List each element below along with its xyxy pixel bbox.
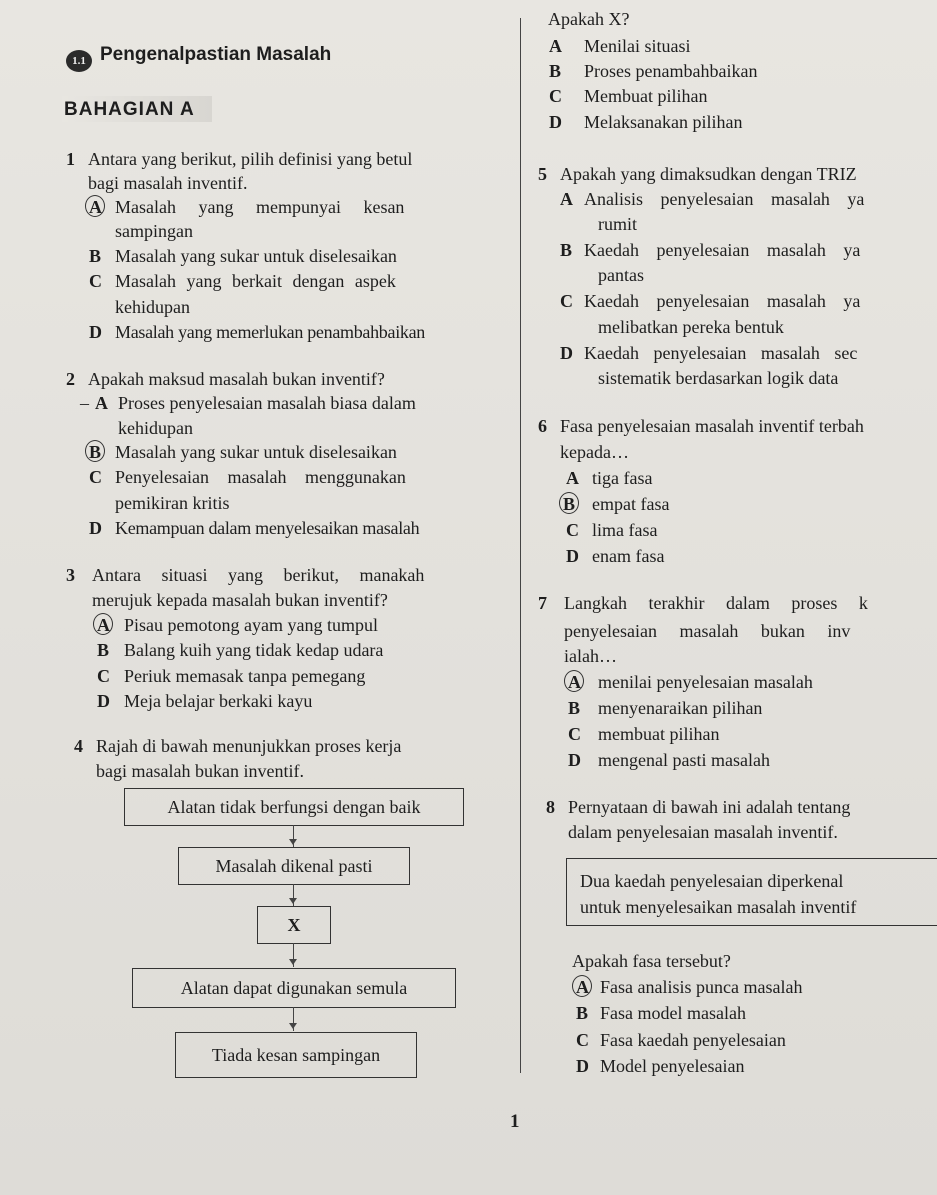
q1-stem-line1: Antara yang berikut, pilih definisi yang betul	[88, 149, 413, 169]
q6-option-d-letter: D	[566, 546, 579, 566]
column-divider	[520, 18, 521, 1073]
q2-option-a-line1: Proses penyelesaian masalah biasa dalam	[118, 393, 416, 413]
q8-stem-line2: dalam penyelesaian masalah inventif.	[568, 822, 838, 842]
q3-option-d: Meja belajar berkaki kayu	[124, 691, 313, 711]
flow-step-4-label: Alatan dapat digunakan semula	[180, 978, 408, 998]
q8-option-d-letter: D	[576, 1056, 589, 1076]
q7-option-d: mengenal pasti masalah	[598, 750, 770, 770]
q4-option-a-letter: A	[549, 36, 562, 56]
q2-tick-mark: –	[80, 393, 89, 413]
page-number: 1	[510, 1111, 520, 1132]
q8-option-c-letter: C	[576, 1030, 589, 1050]
q1-option-a-line2: sampingan	[115, 221, 193, 241]
flow-step-2	[178, 847, 410, 885]
flow-arrowhead-3	[289, 959, 297, 965]
q4-option-b: Proses penambahbaikan	[584, 61, 758, 81]
q7-option-d-letter: D	[568, 750, 581, 770]
q2-option-b: Masalah yang sukar untuk diselesaikan	[115, 442, 397, 462]
q5-option-b-line2: pantas	[598, 265, 644, 285]
q4-stem-line2: bagi masalah bukan inventif.	[96, 761, 304, 781]
q2-option-a-line2: kehidupan	[118, 418, 193, 438]
q5-option-d-line2: sistematik berdasarkan logik data	[598, 368, 839, 388]
q3-option-c: Periuk memasak tanpa pemegang	[124, 666, 366, 686]
q4-option-c-letter: C	[549, 86, 562, 106]
q3-option-b-letter: B	[97, 640, 110, 660]
q6-option-a: tiga fasa	[592, 468, 653, 488]
q3-option-d-letter: D	[97, 691, 110, 711]
q8-option-b-letter: B	[576, 1003, 589, 1023]
q8-number: 8	[546, 797, 555, 817]
q4-stem-line1: Rajah di bawah menunjukkan proses kerja	[96, 736, 402, 756]
q7-option-b: menyenaraikan pilihan	[598, 698, 763, 718]
flow-step-x	[257, 906, 331, 944]
q2-number: 2	[66, 369, 75, 389]
q2-option-b-letter: B	[89, 442, 102, 462]
q2-option-c-line1: Penyelesaian masalah menggunakan	[115, 467, 406, 487]
q4-x-question: Apakah X?	[548, 9, 630, 29]
q1-option-a-letter: A	[89, 197, 102, 217]
q8-statement-line2: untuk menyelesaikan masalah inventif	[580, 897, 857, 917]
q8-option-a-letter: A	[576, 977, 589, 997]
q1-option-d-letter: D	[89, 322, 102, 342]
q4-option-b-letter: B	[549, 61, 562, 81]
q6-option-b: empat fasa	[592, 494, 670, 514]
q2-option-d-letter: D	[89, 518, 102, 538]
flow-step-5	[175, 1032, 417, 1078]
q7-number: 7	[538, 593, 547, 613]
q5-option-a-line2: rumit	[598, 214, 637, 234]
q3-number: 3	[66, 565, 75, 585]
q3-option-b: Balang kuih yang tidak kedap udara	[124, 640, 384, 660]
flow-step-5-label: Tiada kesan sampingan	[211, 1045, 381, 1065]
q6-option-b-letter: B	[563, 494, 576, 514]
q3-stem-line1: Antara situasi yang berikut, manakah	[92, 565, 425, 585]
q5-option-c-letter: C	[560, 291, 573, 311]
q6-option-d: enam fasa	[592, 546, 665, 566]
q5-number: 5	[538, 164, 547, 184]
q6-stem-line1: Fasa penyelesaian masalah inventif terbah	[560, 416, 864, 436]
q4-option-c: Membuat pilihan	[584, 86, 708, 106]
q5-option-d-letter: D	[560, 343, 573, 363]
flow-arrowhead-2	[289, 898, 297, 904]
q2-option-c-letter: C	[89, 467, 102, 487]
section-title: BAHAGIAN A	[64, 99, 195, 120]
q8-question: Apakah fasa tersebut?	[572, 951, 731, 971]
q6-option-c: lima fasa	[592, 520, 658, 540]
flow-arrowhead-4	[289, 1023, 297, 1029]
q6-option-c-letter: C	[566, 520, 579, 540]
flow-step-1-label: Alatan tidak berfungsi dengan baik	[167, 797, 421, 817]
q3-option-c-letter: C	[97, 666, 110, 686]
q6-stem-line2: kepada…	[560, 442, 629, 462]
q7-option-c-letter: C	[568, 724, 581, 744]
q8-statement-line1: Dua kaedah penyelesaian diperkenal	[580, 871, 844, 891]
q2-option-c-line2: pemikiran kritis	[115, 493, 230, 513]
q7-option-b-letter: B	[568, 698, 581, 718]
q6-number: 6	[538, 416, 547, 436]
q2-stem: Apakah maksud masalah bukan inventif?	[88, 369, 385, 389]
q1-option-c-letter: C	[89, 271, 102, 291]
q1-number: 1	[66, 149, 75, 169]
q5-option-a-letter: A	[560, 189, 573, 209]
q8-option-b: Fasa model masalah	[600, 1003, 746, 1023]
q5-option-a-line1: Analisis penyelesaian masalah ya	[584, 189, 865, 209]
chapter-title: Pengenalpastian Masalah	[100, 44, 332, 65]
q5-option-b-line1: Kaedah penyelesaian masalah ya	[584, 240, 861, 260]
q1-option-a-line1: Masalah yang mempunyai kesan	[115, 197, 405, 217]
flow-step-4	[132, 968, 456, 1008]
q5-stem: Apakah yang dimaksudkan dengan TRIZ	[560, 164, 857, 184]
flow-arrowhead-1	[289, 839, 297, 845]
q8-option-c: Fasa kaedah penyelesaian	[600, 1030, 786, 1050]
q1-option-c-line1: Masalah yang berkait dengan aspek	[115, 271, 396, 291]
q7-stem-line1: Langkah terakhir dalam proses k	[564, 593, 868, 613]
flow-step-1	[124, 788, 464, 826]
q1-stem-line2: bagi masalah inventif.	[88, 173, 248, 193]
q7-stem-line2: penyelesaian masalah bukan inv	[564, 621, 851, 641]
q8-option-a: Fasa analisis punca masalah	[600, 977, 803, 997]
q8-option-d: Model penyelesaian	[600, 1056, 745, 1076]
q2-option-a-letter: A	[95, 393, 108, 413]
q4-option-d-letter: D	[549, 112, 562, 132]
q8-stem-line1: Pernyataan di bawah ini adalah tentang	[568, 797, 851, 817]
q5-option-c-line1: Kaedah penyelesaian masalah ya	[584, 291, 861, 311]
q3-stem-line2: merujuk kepada masalah bukan inventif?	[92, 590, 388, 610]
q1-option-b-letter: B	[89, 246, 102, 266]
q5-option-d-line1: Kaedah penyelesaian masalah sec	[584, 343, 858, 363]
q1-option-b: Masalah yang sukar untuk diselesaikan	[115, 246, 397, 266]
q7-option-c: membuat pilihan	[598, 724, 720, 744]
q5-option-b-letter: B	[560, 240, 573, 260]
q6-option-a-letter: A	[566, 468, 579, 488]
q7-stem-line3: ialah…	[564, 646, 617, 666]
q1-option-d: Masalah yang memerlukan penambahbaikan	[115, 322, 425, 342]
q3-option-a: Pisau pemotong ayam yang tumpul	[124, 615, 378, 635]
flow-step-2-label: Masalah dikenal pasti	[215, 856, 373, 876]
q5-option-c-line2: melibatkan pereka bentuk	[598, 317, 784, 337]
q1-option-c-line2: kehidupan	[115, 297, 190, 317]
q2-option-d: Kemampuan dalam menyelesaikan masalah	[115, 518, 420, 538]
chapter-badge: 1.1	[66, 50, 92, 72]
q4-number: 4	[74, 736, 83, 756]
q3-option-a-letter: A	[97, 615, 110, 635]
q4-option-d: Melaksanakan pilihan	[584, 112, 743, 132]
q4-option-a: Menilai situasi	[584, 36, 691, 56]
q7-option-a-letter: A	[568, 672, 581, 692]
q7-option-a: menilai penyelesaian masalah	[598, 672, 813, 692]
flow-step-x-label: X	[287, 915, 301, 935]
